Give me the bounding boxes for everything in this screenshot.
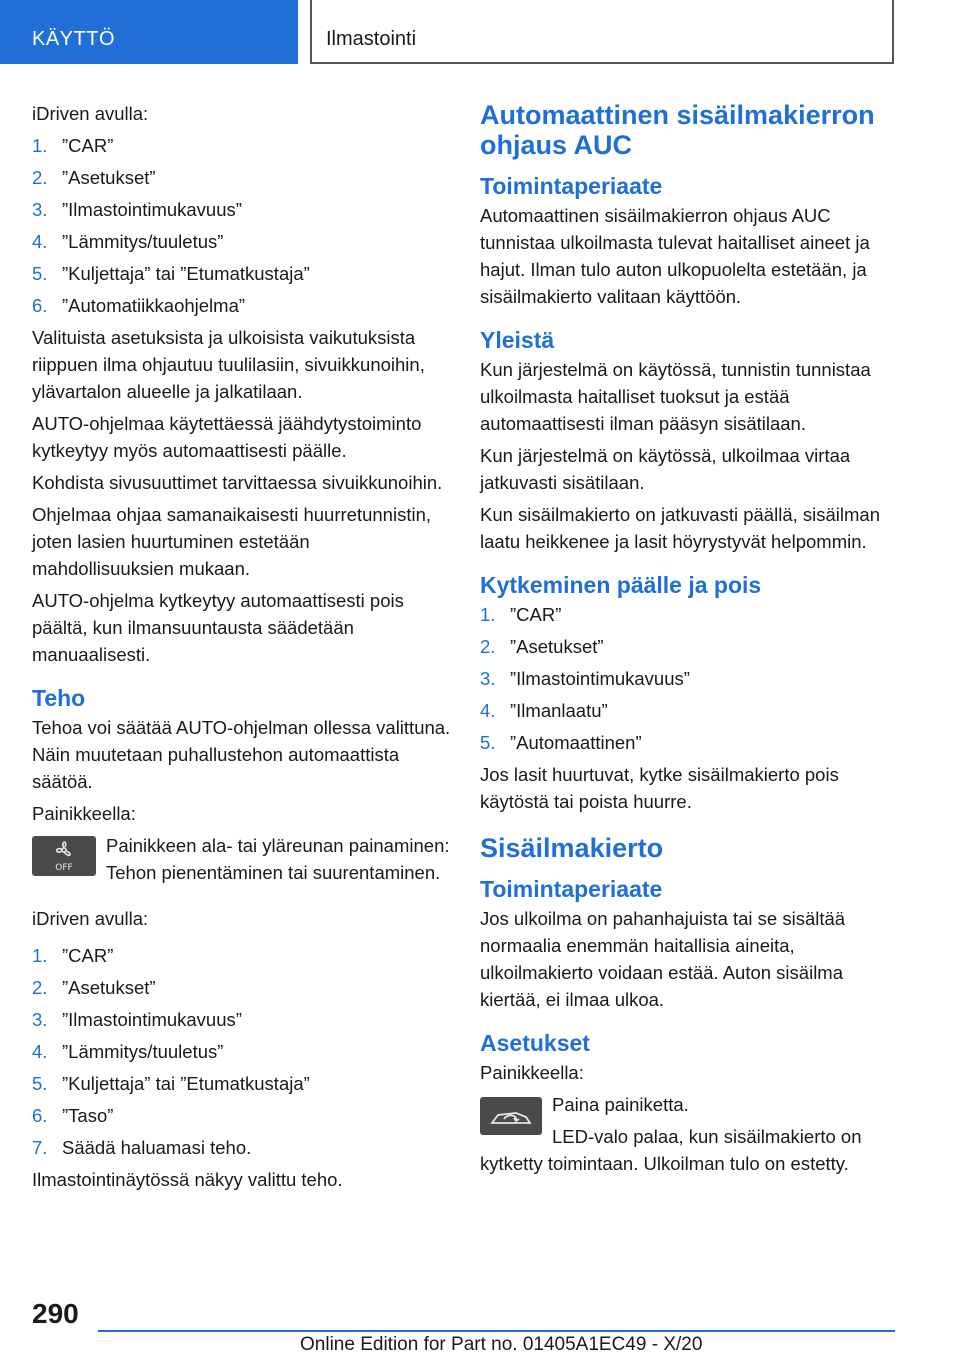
list-item: 5. ”Automaattinen” — [480, 732, 642, 753]
paragraph: AUTO-ohjelmaa käytettäessä jäähdytystoiminto kytkeytyy myös automaattisesti päälle. — [32, 413, 422, 461]
steps-list-1 — [32, 132, 452, 319]
idrive-intro: iDriven avulla: — [32, 103, 149, 124]
list-item: 1. ”CAR” — [480, 604, 562, 625]
list-item: 2. ”Asetukset” — [32, 167, 156, 188]
heading-sisailmakierto: Sisäilmakierto — [480, 833, 664, 863]
list-item: 2. ”Asetukset” — [480, 636, 604, 657]
heading-auc: Automaattinen sisäilmakierron ohjaus AUC — [480, 100, 875, 160]
paragraph: Automaattinen sisäilmakierron ohjaus AUC tunnistaa ulkoilmasta tulevat haitalliset aineet ja hajut. Ilman tulo auton ulkopuolelta estetään, ja sisäilmakierto valitaan käyttöön. — [480, 205, 870, 307]
heading-kytkeminen: Kytkeminen päälle ja pois — [480, 572, 762, 598]
list-item: 1. ”CAR” — [32, 135, 114, 156]
paragraph: Kun järjestelmä on käytössä, tunnistin tunnistaa ulkoilmasta haitalliset tuoksut ja estää automaattisesti ilman pääsyn sisätilaan. — [480, 359, 871, 434]
list-item: 3. ”Ilmastointimukavuus” — [480, 668, 690, 689]
paragraph: Kohdista sivusuuttimet tarvittaessa sivuikkunoihin. — [32, 472, 443, 493]
paragraph: Tehoa voi säätää AUTO-ohjelman ollessa valittuna. Näin muutetaan puhallustehon automaattista säätöä. — [32, 717, 451, 792]
recirculation-button-image — [480, 1097, 542, 1135]
page-number: 290 — [32, 1298, 79, 1329]
list-item: 4. ”Ilmanlaatu” — [480, 700, 608, 721]
right-column — [480, 100, 892, 1182]
steps-list-2 — [32, 942, 452, 1161]
button-description-1: Paina painiketta. — [552, 1094, 689, 1115]
button-description: Painikkeen ala- tai yläreunan painaminen: Tehon pienentäminen tai suurentaminen. — [106, 835, 450, 883]
paragraph: Valituista asetuksista ja ulkoisista vaikutuksista riippuen ilma ohjautuu tuulilasiin, sivuikkunoihin, ylävartalon alueelle ja jalkatilaan. — [32, 327, 425, 402]
list-item: 1. ”CAR” — [32, 945, 114, 966]
paragraph: Kun sisäilmakierto on jatkuvasti päällä, sisäilman laatu heikkenee ja lasit höyrystyvät helpommin. — [480, 504, 880, 552]
recirculation-icon — [486, 1103, 536, 1129]
paragraph: Jos ulkoilma on pahanhajuista tai se sisältää normaalia enemmän haitallisia aineita, ulkoilmakierto voidaan estää. Auton sisäilma kiertää, ei ilmaa ulkoa. — [480, 908, 846, 1010]
list-item: 6. ”Taso” — [32, 1105, 114, 1126]
heading-toimintaperiaate-2: Toimintaperiaate — [480, 876, 663, 902]
paragraph: Painikkeella: — [32, 803, 136, 824]
left-column — [32, 100, 452, 1198]
list-item: 3. ”Ilmastointimukavuus” — [32, 199, 242, 220]
fan-off-button-image — [32, 836, 96, 876]
svg-text:OFF: OFF — [55, 863, 73, 873]
heading-teho: Teho — [32, 685, 86, 711]
steps-list-3 — [480, 601, 892, 756]
paragraph: Jos lasit huurtuvat, kytke sisäilmakierto pois käytöstä tai poista huurre. — [480, 764, 839, 812]
paragraph: AUTO-ohjelma kytkeytyy automaattisesti pois päältä, kun ilmansuuntausta säädetään manuaalisesti. — [32, 590, 404, 665]
list-item: 4. ”Lämmitys/tuuletus” — [32, 1041, 224, 1062]
list-item: 5. ”Kuljettaja” tai ”Etumatkustaja” — [32, 1073, 310, 1094]
list-item: 4. ”Lämmitys/tuuletus” — [32, 231, 224, 252]
heading-toimintaperiaate: Toimintaperiaate — [480, 173, 663, 199]
list-item: 7. Säädä haluamasi teho. — [32, 1137, 252, 1158]
list-item: 2. ”Asetukset” — [32, 977, 156, 998]
list-item: 5. ”Kuljettaja” tai ”Etumatkustaja” — [32, 263, 310, 284]
fan-icon — [44, 839, 84, 873]
paragraph: Ilmastointinäytössä näkyy valittu teho. — [32, 1169, 343, 1190]
paragraph: Ohjelmaa ohjaa samanaikaisesti huurretunnistin, joten lasien huurtuminen estetään mahdollisuuksien mukaan. — [32, 504, 431, 579]
button-description-2: LED-valo palaa, kun sisäilmakierto on kytketty toimintaan. Ulkoilman tulo on estetty. — [480, 1126, 862, 1174]
paragraph: Painikkeella: — [480, 1062, 584, 1083]
edition-text: Online Edition for Part no. 01405A1EC49 - X/20 — [300, 1334, 703, 1355]
paragraph: Kun järjestelmä on käytössä, ulkoilmaa virtaa jatkuvasti sisätilaan. — [480, 445, 851, 493]
heading-yleista: Yleistä — [480, 327, 555, 353]
heading-asetukset: Asetukset — [480, 1030, 590, 1056]
list-item: 6. ”Automatiikkaohjelma” — [32, 295, 246, 316]
footer-divider — [98, 1330, 895, 1332]
section-tab: KÄYTTÖ — [0, 0, 298, 64]
idrive-intro-2: iDriven avulla: — [32, 908, 149, 929]
chapter-title: Ilmastointi — [310, 0, 894, 64]
list-item: 3. ”Ilmastointimukavuus” — [32, 1009, 242, 1030]
